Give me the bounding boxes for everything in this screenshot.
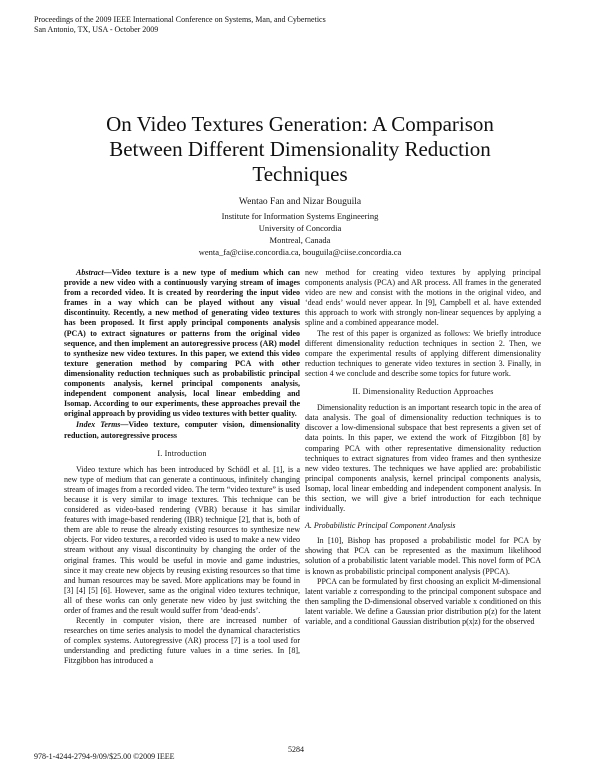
header-line-1: Proceedings of the 2009 IEEE International Conference on Systems, Man, and Cybernetics (34, 15, 326, 24)
intro-paragraph-2: Recently in computer vision, there are increased number of researches on time series analysis to model the dynamical characteristics of complex systems. Autoregressive (AR) process [7] is a tool used for understanding and predicting future values in a time series. In [8], Fitzgibbon has introduced a (64, 616, 300, 666)
abstract-text: —Video texture is a new type of medium which can provide a new video with a continuously varying stream of images from a recorded video. It is created by reordering the input video frames in a way which can be played without any visual discontinuity. Recently, a new method of generating video textures has been proposed. It first apply principal components analysis (PCA) to extract signatures or patterns from the original video sequence, and then implement an autoregressive process (AR) model to synthesize new video textures. In this paper, we extend this video texture generation method by comparing PCA with other dimensionality reduction techniques such as probabilistic principal components analysis, kernel principal components analysis, independent component analysis, local linear embedding and Isomap. According to our experiments, these approaches prevail the original approach by providing us video textures with better quality. (64, 268, 300, 419)
author-city: Montreal, Canada (269, 235, 331, 245)
isbn-copyright: 978-1-4244-2794-9/09/$25.00 ©2009 IEEE (34, 752, 175, 761)
intro-paragraph-1: Video texture which has been introduced by Schödl et al. [1], is a new type of medium that can generate a continuous, infinitely changing stream of images from a recorded video. The term “video texture” is used because it is very similar to image textures. This technique can be considered as video-based rendering (VBR) because it has similar features with image-based rendering (IBR) technique [2], that is, both of them are able to reuse the already existing resources to synthesize new objects. For video textures, a recorded video is used to make a new video stream without any visual discontinuity by changing the order of the original frames. This would be useful in movie and game industries, since it may create new objects by reusing existing resources so that time and human resources may be saved. More applications may be found in [3] [4] [5] [6]. However, same as the original video textures technique, all of these works can only generate new video by just switching the order of frames and the result would suffer from ‘dead-ends’. (64, 464, 300, 615)
section-1-heading: I. Introduction (157, 448, 207, 458)
header-line-2: San Antonio, TX, USA - October 2009 (34, 25, 159, 34)
abstract (64, 268, 300, 419)
section-2-heading: II. Dimensionality Reduction Approaches (352, 387, 494, 397)
ppca-paragraph-2: PPCA can be formulated by first choosing an explicit M-dimensional latent variable z corresponding to the principal component subspace and then sampling the D-dimensional observed variable x conditioned on this latent variable. We define a Gaussian prior distribution p(z) for the latent variable, and a conditional Gaussian distribution p(x|z) for the observed (305, 576, 541, 626)
subsection-a-heading: A. Probabilistic Principal Component Analysis (305, 521, 456, 531)
title-line-3: Techniques (252, 162, 348, 186)
intro-paragraph-4: The rest of this paper is organized as follows: We briefly introduce different dimensionality reduction techniques in section 2. Then, we compare the experimental results of applying different dimensionality reduction techniques to generate video textures in section 3. Finally, in section 4 we conclude and describe some topics for future work. (305, 328, 541, 378)
page-number: 5284 (288, 745, 304, 754)
index-terms-text: —Video texture, computer vision, dimensionality reduction, autoregressive process (64, 420, 300, 440)
author-emails: wenta_fa@ciise.concordia.ca, bouguila@ciise.concordia.ca (198, 247, 402, 257)
right-column (305, 268, 541, 627)
author-block (100, 196, 500, 258)
title-line-2: Between Different Dimensionality Reduction (109, 137, 491, 161)
title-line-1: On Video Textures Generation: A Comparison (106, 112, 494, 136)
author-institute: Institute for Information Systems Engineering (221, 211, 379, 221)
index-terms (64, 420, 300, 440)
author-university: University of Concordia (258, 223, 342, 233)
ppca-paragraph-1: In [10], Bishop has proposed a probabilistic model for PCA by showing that PCA can be represented as the maximum likelihood solution of a probabilistic latent variable model. This novel form of PCA is known as probabilistic principal component analysis (PPCA). (305, 536, 541, 576)
index-terms-label: Index Terms (76, 420, 121, 430)
proceedings-header (34, 15, 326, 35)
author-names: Wentao Fan and Nizar Bouguila (238, 197, 362, 207)
abstract-label: Abstract (76, 268, 104, 277)
left-column (64, 268, 300, 667)
section-2-paragraph-1: Dimensionality reduction is an important research topic in the area of data analysis. The goal of dimensionality reduction techniques is to discover a low-dimensional subspace that best represents a given set of data points. In this paper, we extend the work of Fitzgibbon [8] by comparing PCA with other representative dimensionality reduction techniques to extract signatures from video frames and then synthesize new video textures. The techniques we have applied are: probabilistic principal components analysis, kernel principal components analysis, Isomap, local linear embedding and independent component analysis. In this section, we will give a brief introduction for each technique individually. (305, 403, 541, 514)
paper-title (40, 112, 560, 187)
intro-paragraph-3: new method for creating video textures by applying principal components analysis (PCA) and AR process. All frames in the generated video are new and consist with the motions in the original video, and ‘dead ends’ would never appear. In [9], Campbell et al. have extended this approach to work with strongly non-linear sequences by applying a spline and a combined appearance model. (305, 268, 541, 328)
